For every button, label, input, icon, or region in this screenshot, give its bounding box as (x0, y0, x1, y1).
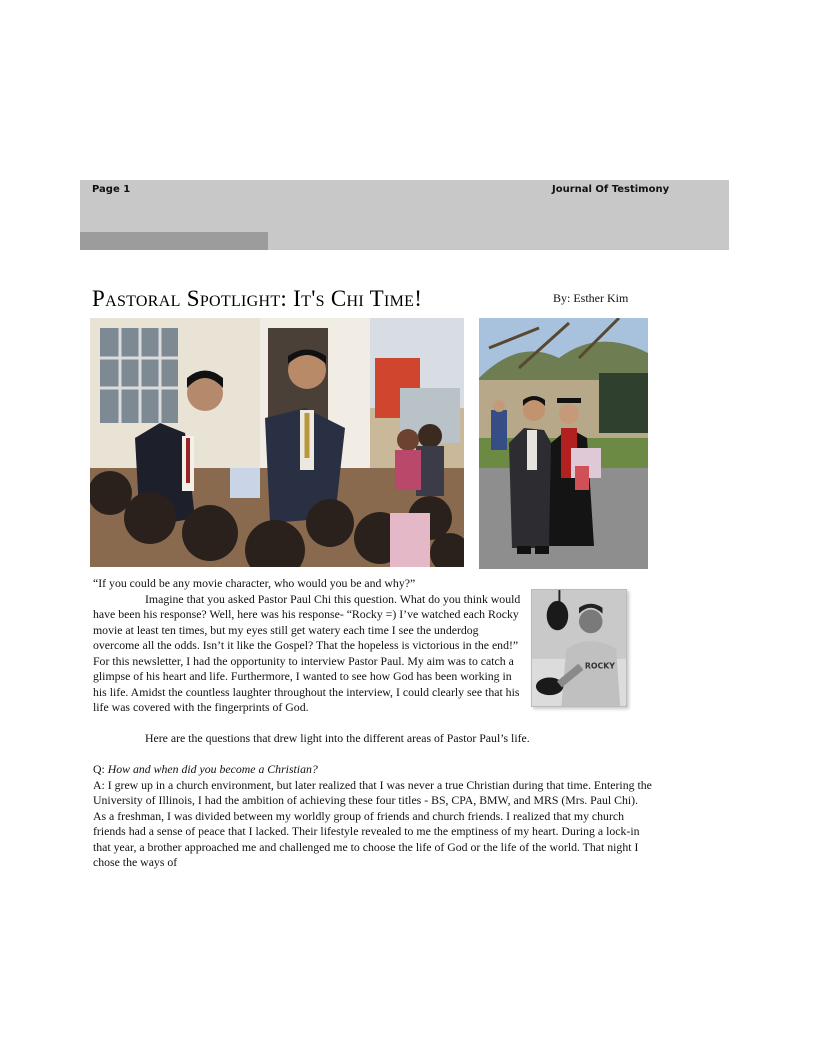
article-title: Pastoral Spotlight: It's Chi Time! (92, 286, 423, 311)
intro-question: “If you could be any movie character, who would you be and why?” (93, 576, 416, 590)
journal-name: Journal Of Testimony (552, 184, 670, 195)
photo-pastor-with-children (90, 318, 464, 567)
photo-rocky (531, 589, 627, 707)
paragraph-2: Here are the questions that drew light into the different areas of Pastor Paul’s life. (145, 731, 530, 745)
page-number: Page 1 (92, 184, 131, 195)
question-1 (93, 762, 653, 778)
rocky-shirt-text: ROCKY (584, 661, 615, 671)
article-byline: By: Esther Kim (553, 291, 629, 305)
paragraph-1: Imagine that you asked Pastor Paul Chi this question. What do you think would have been his response? Well, here was his response- “Rocky =) I’ve watched each Rocky movie at least ten times, but my eyes still get watery each time I see the underdog overcome all the odds. Isn’t it like the Gospel? That the hopeless is victorious in the end!” For this newsletter, I had the opportunity to interview Pastor Paul. My aim was to catch a glimpse of his heart and life. Furthermore, I wanted to see how God has been working in his life. Amidst the countless laughter throughout the interview, I could clearly see that his life was covered with the fingerprints of God. (93, 591, 521, 714)
question-1-text: How and when did you become a Christian? (107, 762, 318, 776)
photo-graduation (479, 318, 648, 569)
paragraph-2-block (93, 731, 653, 747)
article-intro (93, 576, 523, 716)
question-answer-1 (93, 762, 653, 871)
question-1-prefix: Q: (93, 762, 108, 776)
answer-1: A: I grew up in a church environment, but later realized that I was never a true Christian during that time. Entering the University of Illinois, I had the ambition of achieving these four titles - BS, CPA, BMW, and MRS (Mrs. Paul Chi). As a freshman, I was divided between my worldly group of friends and church friends. I realized that my church friends had a sense of peace that I lacked. Their lifestyle revealed to me the emptiness of my heart. During a lock-in that year, a brother approached me and challenged me to choose the life of God or the life of the world. That night I chose the ways of (93, 777, 652, 869)
header-accent-bar (80, 232, 268, 250)
